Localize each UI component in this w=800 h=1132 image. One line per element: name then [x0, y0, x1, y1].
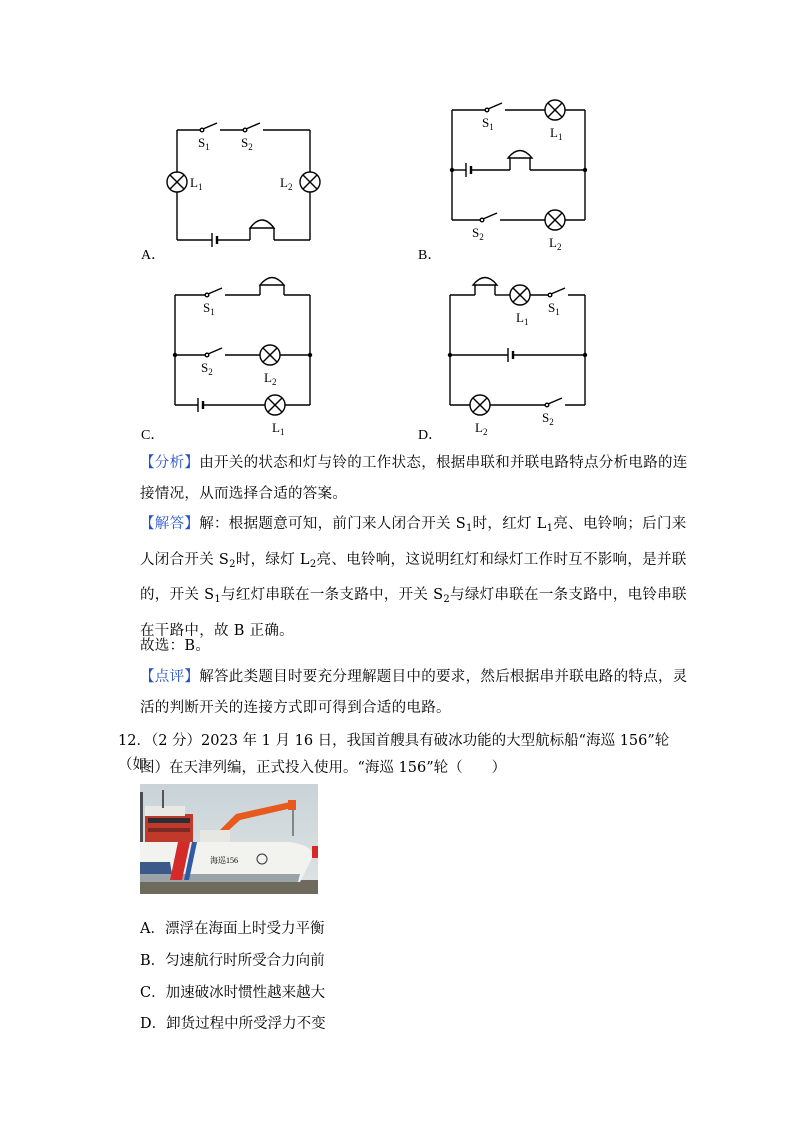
option-a-label: A．: [141, 248, 166, 263]
svg-text:L1: $L_1$: [550, 125, 563, 142]
svg-text:L2: $L_2$: [475, 420, 488, 437]
question-12-line-2: 图）在天津列编，正式投入使用。“海巡 156”轮（ ）: [140, 760, 507, 776]
svg-text:S1: $S_1$: [482, 115, 494, 132]
svg-text:L1: $L_1$: [272, 420, 285, 437]
circuit-diagram-d: [440, 268, 610, 443]
ship-photo: [140, 784, 318, 894]
solution-tag: 【解答】: [140, 516, 200, 532]
svg-text:S2: $S_2$: [472, 225, 484, 242]
svg-text:L2: $L_2$: [549, 235, 562, 252]
svg-text:S2: $S_2$: [241, 135, 253, 152]
question-12-option-a[interactable]: A．漂浮在海面上时受力平衡: [140, 921, 325, 937]
circuit-diagram-a: [130, 100, 340, 265]
question-number: 12．: [118, 733, 151, 749]
question-12-option-d[interactable]: D．卸货过程中所受浮力不变: [140, 1016, 326, 1032]
svg-text:S2: $S_2$: [201, 360, 213, 377]
option-b-label: B．: [418, 248, 442, 263]
review-tag: 【点评】: [140, 669, 200, 685]
analysis-paragraph: [140, 448, 688, 509]
svg-text:S1: $S_1$: [548, 300, 560, 317]
question-12-option-b[interactable]: B．匀速航行时所受合力向前: [140, 953, 325, 969]
svg-text:L2: $L_2$: [280, 175, 293, 192]
solution-choice: 故选：B。: [140, 638, 211, 654]
svg-text:L1: $L_1$: [190, 175, 203, 192]
analysis-text: 由开关的状态和灯与铃的工作状态，根据串联和并联电路特点分析电路的连接情况，从而选择合适的答案。: [140, 455, 688, 502]
question-score: （2 分）: [150, 733, 202, 749]
circuit-diagram-c: [160, 268, 330, 443]
analysis-tag: 【分析】: [140, 455, 200, 471]
svg-text:L1: $L_1$: [516, 310, 529, 327]
svg-text:S1: $S_1$: [203, 300, 215, 317]
svg-text:S1: $S_1$: [198, 135, 210, 152]
solution-paragraph: 【解答】解：根据题意可知，前门来人闭合开关 $S_1$时，红灯 $L_1$亮、电铃响；后门来人闭合开关 $S_2$时，绿灯 $L_2$亮、电铃响，这说明红灯和绿灯工作时互不影响，是并联的，开关 $S_1$与红灯串联在一条支路中，开关 $S_2$与绿灯串联在一条支路中，电铃串联在干路中，故 B 正确。: [140, 516, 687, 639]
option-c-label: C．: [141, 428, 165, 443]
ship-name-label: 海巡156: [210, 856, 238, 865]
question-12-option-c[interactable]: C．加速破冰时惯性越来越大: [140, 985, 326, 1001]
circuit-diagram-b: [430, 95, 610, 255]
svg-text:L2: $L_2$: [264, 370, 277, 387]
option-d-label: D．: [418, 428, 443, 443]
question-12-line-1: 12．（2 分）2023 年 1 月 16 日，我国首艘具有破冰功能的大型航标船“海巡 156”轮（如: [118, 733, 670, 773]
review-text: 解答此类题目时要充分理解题目中的要求，然后根据串并联电路的特点，灵活的判断开关的连接方式即可得到合适的电路。: [140, 669, 688, 716]
svg-text:S2: $S_2$: [542, 410, 554, 427]
review-paragraph: [140, 662, 688, 723]
